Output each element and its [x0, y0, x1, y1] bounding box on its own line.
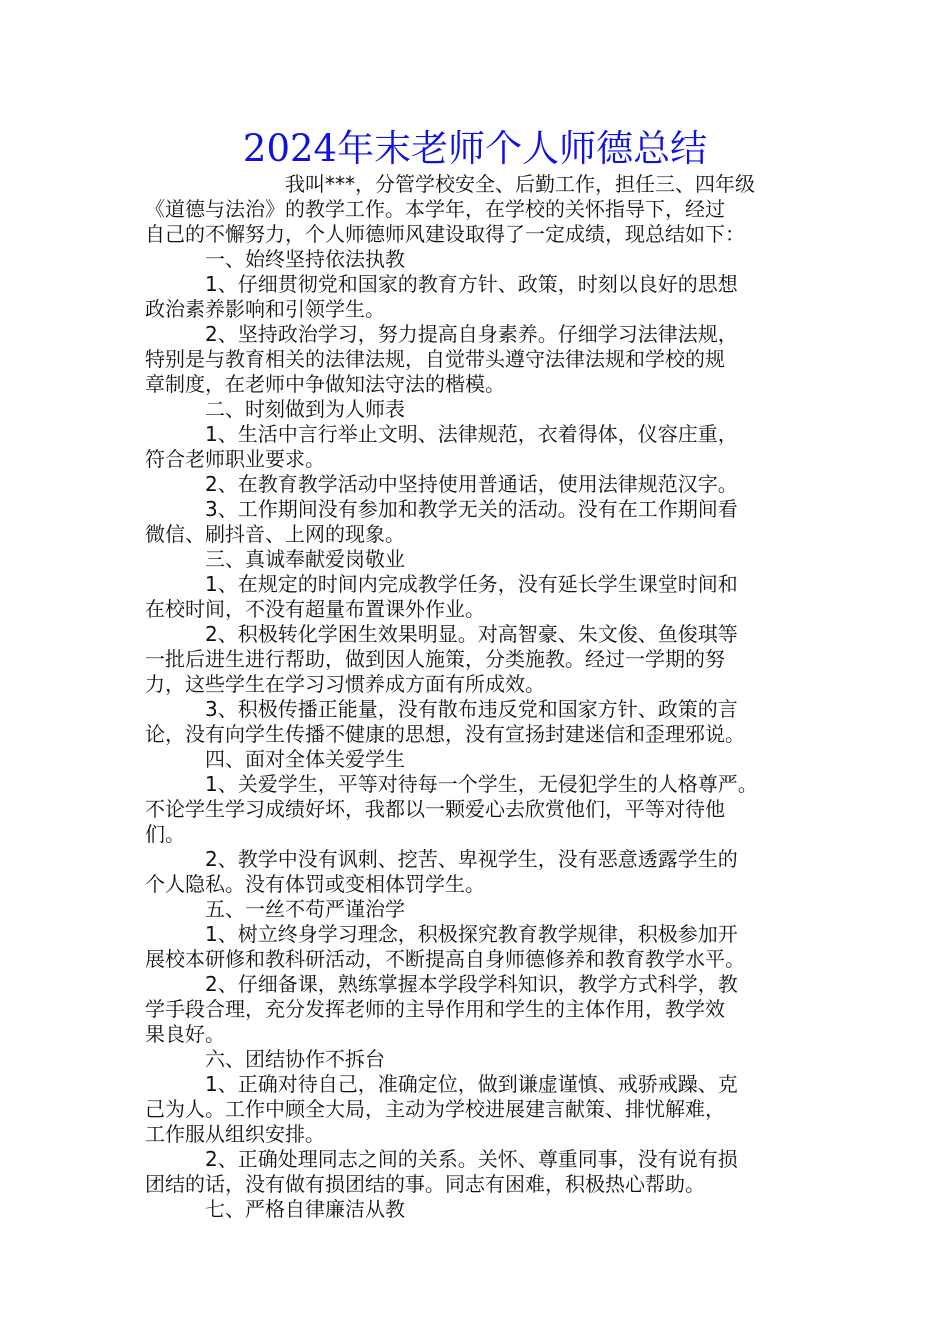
body-text-line: 们。 [145, 822, 185, 846]
body-text-line: 力，这些学生在学习习惯养成方面有所成效。 [145, 672, 545, 696]
body-text-line: 七、严格自律廉洁从教 [205, 1197, 405, 1221]
body-text-line: 2、积极转化学困生效果明显。对高智豪、朱文俊、鱼俊琪等 [205, 622, 738, 646]
body-text-line: 3、积极传播正能量，没有散布违反党和国家方针、政策的言 [205, 697, 738, 721]
body-text-line: 学手段合理，充分发挥老师的主导作用和学生的主体作用，教学效 [145, 997, 725, 1021]
body-text-line: 1、仔细贯彻党和国家的教育方针、政策，时刻以良好的思想 [205, 272, 738, 296]
body-text-line: 论，没有向学生传播不健康的思想，没有宣扬封建迷信和歪理邪说。 [145, 722, 745, 746]
body-text-line: 自己的不懈努力，个人师德师风建设取得了一定成绩，现总结如下： [145, 222, 745, 246]
document-body [145, 172, 810, 1222]
body-text-line: 我叫***，分管学校安全、后勤工作，担任三、四年级 [285, 172, 755, 196]
body-text-line: 2、仔细备课，熟练掌握本学段学科知识，教学方式科学，教 [205, 972, 738, 996]
body-text-line: 1、正确对待自己，准确定位，做到谦虚谨慎、戒骄戒躁、克 [205, 1072, 738, 1096]
body-text-line: 1、生活中言行举止文明、法律规范，衣着得体，仪容庄重， [205, 422, 738, 446]
body-text-line: 2、在教育教学活动中坚持使用普通话，使用法律规范汉字。 [205, 472, 738, 496]
body-text-line: 己为人。工作中顾全大局，主动为学校进展建言献策、排忧解难， [145, 1097, 725, 1121]
body-text-line: 1、树立终身学习理念，积极探究教育教学规律，积极参加开 [205, 922, 738, 946]
body-text-line: 果良好。 [145, 1022, 225, 1046]
body-text-line: 符合老师职业要求。 [145, 447, 325, 471]
body-text-line: 五、一丝不苟严谨治学 [205, 897, 405, 921]
body-text-line: 3、工作期间没有参加和教学无关的活动。没有在工作期间看 [205, 497, 738, 521]
body-text-line: 一批后进生进行帮助，做到因人施策，分类施教。经过一学期的努 [145, 647, 725, 671]
body-text-line: 展校本研修和教科研活动，不断提高自身师德修养和教育教学水平。 [145, 947, 745, 971]
body-text-line: 2、教学中没有讽刺、挖苦、卑视学生，没有恶意透露学生的 [205, 847, 738, 871]
body-text-line: 二、时刻做到为人师表 [205, 397, 405, 421]
body-text-line: 个人隐私。没有体罚或变相体罚学生。 [145, 872, 485, 896]
body-text-line: 三、真诚奉献爱岗敬业 [205, 547, 405, 571]
body-text-line: 章制度，在老师中争做知法守法的楷模。 [145, 372, 505, 396]
body-text-line: 《道德与法治》的教学工作。本学年，在学校的关怀指导下，经过 [145, 197, 725, 221]
body-text-line: 微信、刷抖音、上网的现象。 [145, 522, 405, 546]
body-text-line: 1、关爱学生，平等对待每一个学生，无侵犯学生的人格尊严。 [205, 772, 758, 796]
body-text-line: 不论学生学习成绩好坏，我都以一颗爱心去欣赏他们，平等对待他 [145, 797, 725, 821]
body-text-line: 六、团结协作不拆台 [205, 1047, 385, 1071]
body-text-line: 工作服从组织安排。 [145, 1122, 325, 1146]
body-text-line: 四、面对全体关爱学生 [205, 747, 405, 771]
body-text-line: 在校时间，不没有超量布置课外作业。 [145, 597, 485, 621]
body-text-line: 2、坚持政治学习，努力提高自身素养。仔细学习法律法规， [205, 322, 738, 346]
document-title: 2024年末老师个人师德总结 [242, 127, 708, 170]
body-text-line: 1、在规定的时间内完成教学任务，没有延长学生课堂时间和 [205, 572, 738, 596]
body-text-line: 特别是与教育相关的法律法规，自觉带头遵守法律法规和学校的规 [145, 347, 725, 371]
body-text-line: 政治素养影响和引领学生。 [145, 297, 385, 321]
body-text-line: 团结的话，没有做有损团结的事。同志有困难，积极热心帮助。 [145, 1172, 705, 1196]
body-text-line: 一、始终坚持依法执教 [205, 247, 405, 271]
body-text-line: 2、正确处理同志之间的关系。关怀、尊重同事，没有说有损 [205, 1147, 738, 1171]
